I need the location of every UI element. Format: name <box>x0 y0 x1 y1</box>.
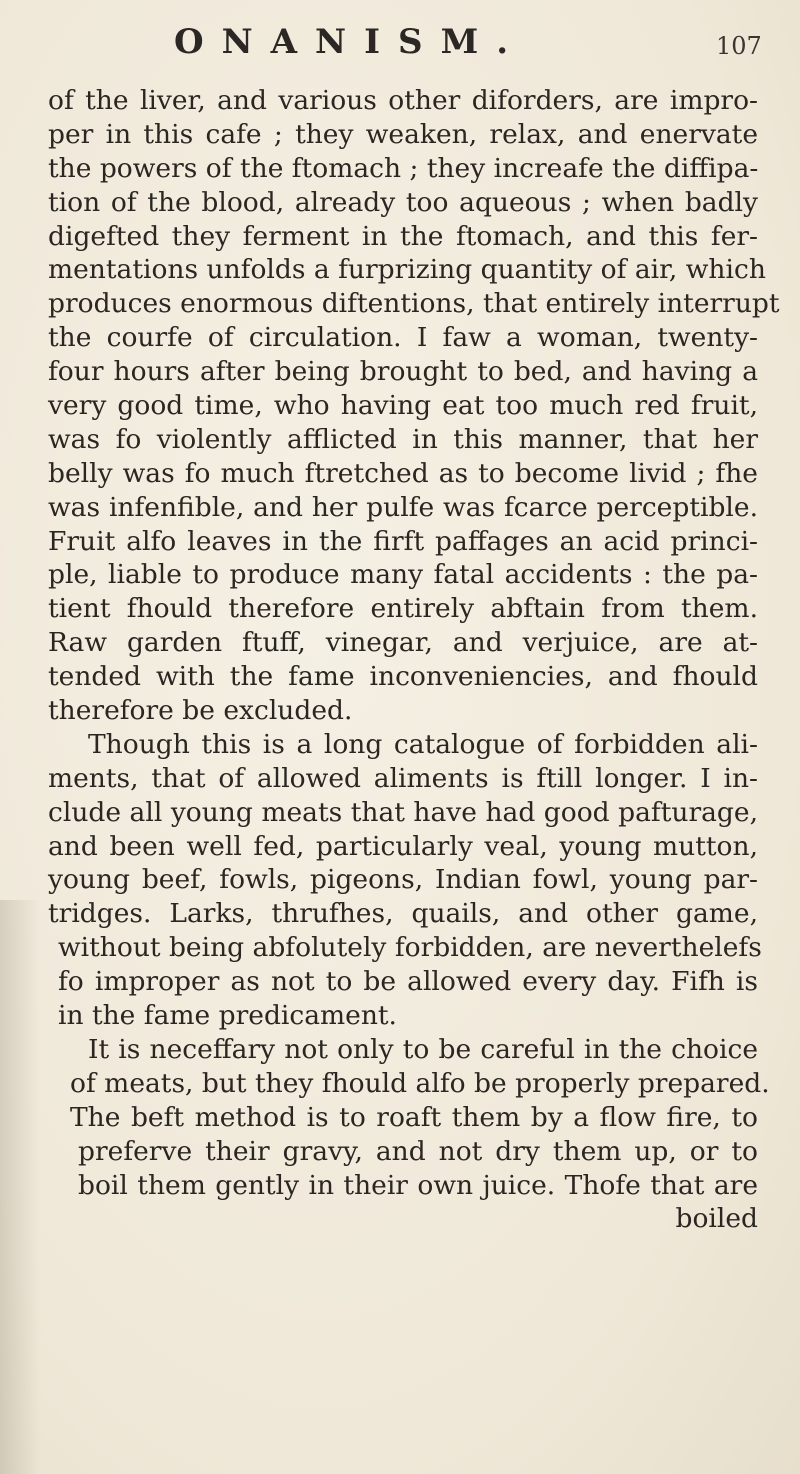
text-line: without being abfolutely forbidden, are neverthelefs <box>58 932 762 964</box>
text-line: produces enormous diftentions, that entirely interrupt <box>48 288 780 320</box>
text-line: young beef, fowls, pigeons, Indian fowl, young par- <box>48 864 758 896</box>
text-line: The beft method is to roaft them by a flow fire, to <box>70 1101 758 1133</box>
text-line: ments, that of allowed aliments is ftill longer. I in- <box>48 762 758 794</box>
text-line: ple, liable to produce many fatal accidents : the pa- <box>48 559 758 591</box>
gutter-shadow <box>0 900 40 1474</box>
text-line: in the fame predicament. <box>58 1000 397 1032</box>
text-line: tient fhould therefore entirely abftain from them. <box>48 593 758 625</box>
text-line: It is neceffary not only to be careful in the choice <box>88 1033 758 1065</box>
running-head: ONANISM. <box>173 22 527 62</box>
text-line: four hours after being brought to bed, and having a <box>48 356 758 388</box>
text-line: belly was fo much ftretched as to become livid ; fhe <box>48 457 758 489</box>
text-line: was fo violently afflicted in this manner, that her <box>48 423 758 455</box>
text-line: the powers of the ftomach ; they increafe the diffipa- <box>48 152 759 184</box>
text-line: fo improper as not to be allowed every day. Fifh is <box>58 966 758 998</box>
text-line: Though this is a long catalogue of forbidden ali- <box>88 728 758 760</box>
page-number: 107 <box>716 32 762 60</box>
text-line: tion of the blood, already too aqueous ; when badly <box>48 186 758 218</box>
catchword: boiled <box>675 1203 758 1235</box>
text-line: per in this cafe ; they weaken, relax, and enervate <box>48 118 758 150</box>
page-header <box>0 22 800 72</box>
text-line: Raw garden ftuff, vinegar, and verjuice, are at- <box>48 627 758 659</box>
text-line: very good time, who having eat too much red fruit, <box>48 390 758 422</box>
text-line: clude all young meats that have had good pafturage, <box>48 796 758 828</box>
text-line: boil them gently in their own juice. Thofe that are <box>78 1169 758 1201</box>
text-line: of the liver, and various other diforders, are impro- <box>48 85 758 116</box>
text-line: the courfe of circulation. I faw a woman, twenty- <box>48 322 758 354</box>
text-line: of meats, but they fhould alfo be properly prepared. <box>70 1067 770 1099</box>
text-line: tridges. Larks, thrufhes, quails, and other game, <box>48 898 758 930</box>
text-line: therefore be excluded. <box>48 695 353 727</box>
text-line: mentations unfolds a furprizing quantity of air, which <box>48 254 766 286</box>
text-line: digefted they ferment in the ftomach, and this fer- <box>48 220 758 252</box>
text-line: preferve their gravy, and not dry them up, or to <box>78 1135 758 1167</box>
text-line: Fruit alfo leaves in the firft paffages an acid princi- <box>48 525 758 557</box>
text-line: tended with the fame inconveniencies, and fhould <box>48 661 758 693</box>
text-line: was infenfible, and her pulfe was fcarce perceptible. <box>48 491 758 523</box>
body-text <box>48 84 780 1236</box>
text-line: and been well fed, particularly veal, young mutton, <box>48 830 758 862</box>
